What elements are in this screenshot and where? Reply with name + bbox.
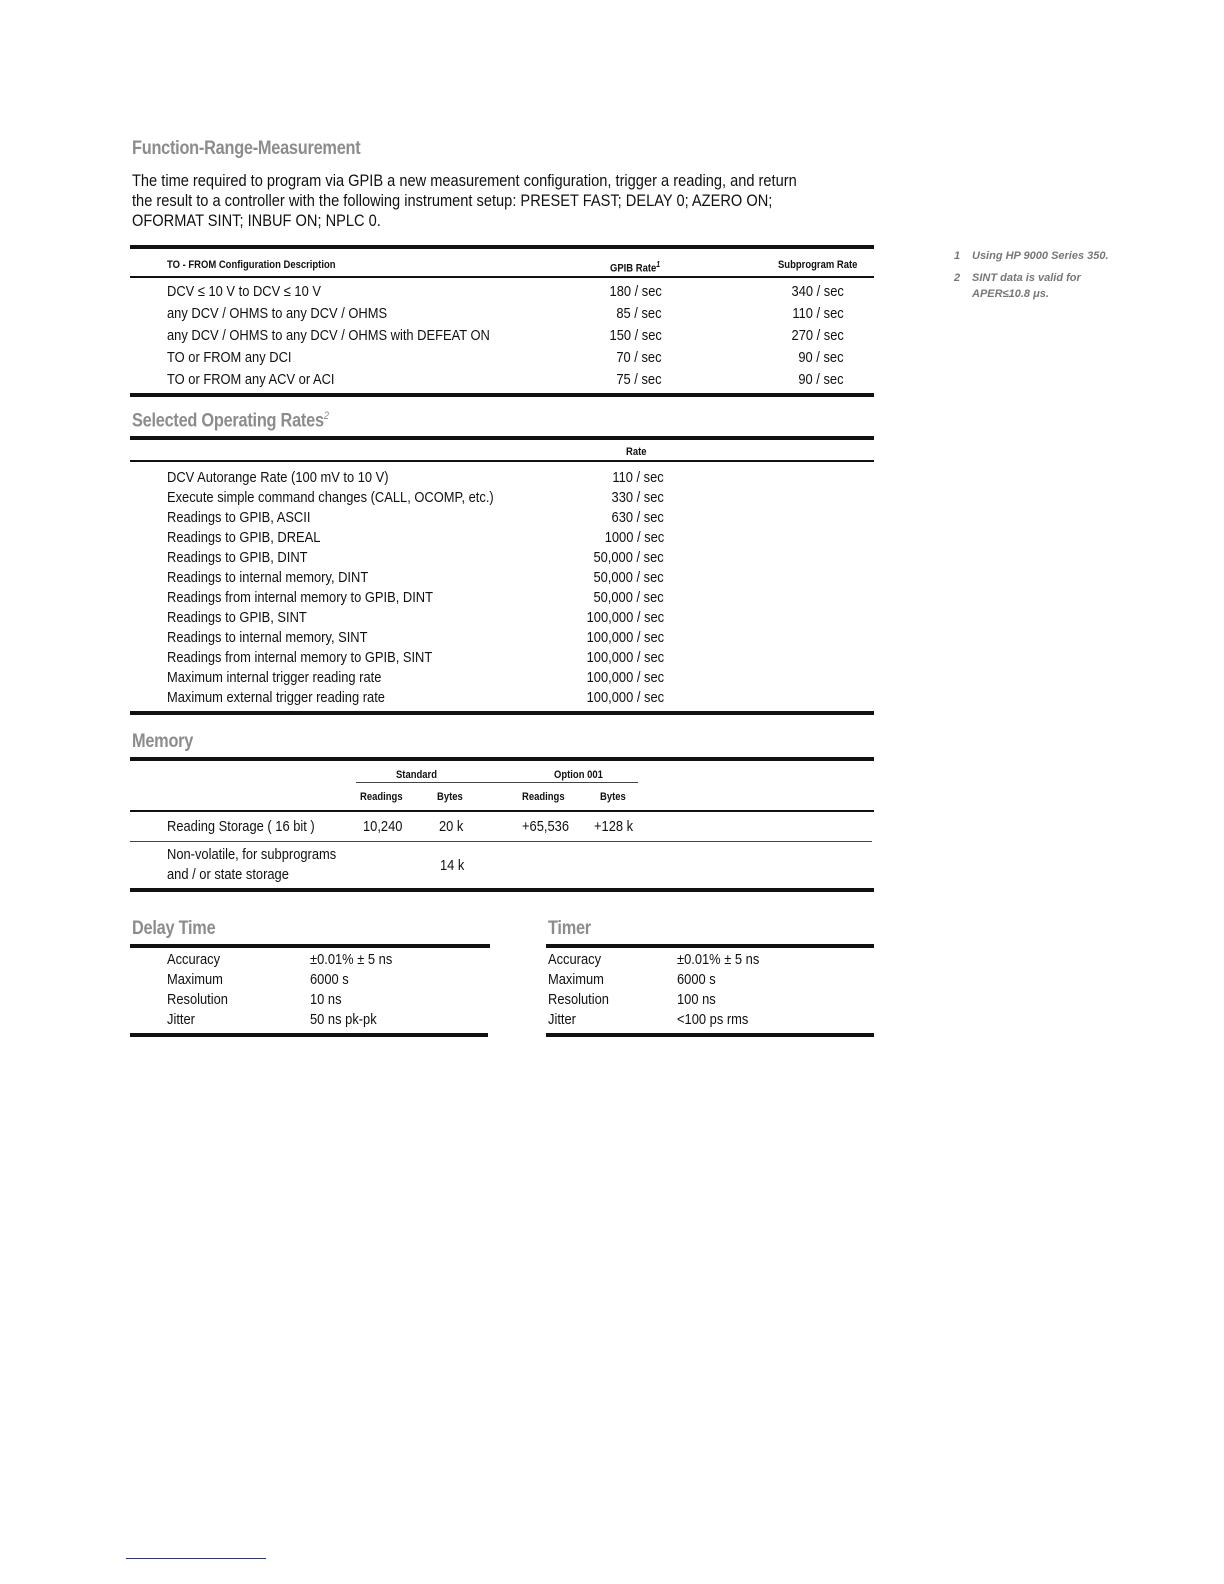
table2-header-rule	[130, 460, 874, 462]
footnote-ref-1: 1	[656, 260, 661, 269]
or-row-rate: 330 / sec	[611, 489, 664, 506]
memory-row2-desc-line-1: Non-volatile, for subprograms	[167, 846, 337, 863]
footnote-2-text-line-1: SINT data is valid for	[972, 272, 1081, 284]
fr-row-desc: DCV ≤ 10 V to DCV ≤ 10 V	[167, 283, 321, 300]
header-rate: Rate	[626, 446, 647, 458]
table1-bottom-rule	[130, 393, 874, 397]
or-row-desc: Readings to GPIB, DINT	[167, 549, 308, 566]
or-row-rate: 100,000 / sec	[586, 649, 664, 666]
footnote-2-text-line-2: APER≤10.8 μs.	[972, 288, 1049, 300]
timer-value: 6000 s	[677, 971, 716, 988]
table1-header-rule	[130, 276, 874, 278]
timer-label: Jitter	[548, 1011, 576, 1028]
intro-line-3: OFORMAT SINT; INBUF ON; NPLC 0.	[132, 211, 381, 230]
or-row-desc: Readings to GPIB, ASCII	[167, 509, 311, 526]
fr-row-sub: 340 / sec	[791, 283, 844, 300]
delay-value: ±0.01% ± 5 ns	[310, 951, 393, 968]
fr-row-sub: 270 / sec	[791, 327, 844, 344]
or-row-rate: 100,000 / sec	[586, 689, 664, 706]
timer-label: Accuracy	[548, 951, 602, 968]
delay-label: Maximum	[167, 971, 223, 988]
memory-row1-desc: Reading Storage ( 16 bit )	[167, 818, 315, 835]
or-row-desc: Readings to internal memory, SINT	[167, 629, 368, 646]
operating-rates-title-text: Selected Operating Rates	[132, 410, 324, 432]
delay-value: 6000 s	[310, 971, 349, 988]
memory-top-rule	[130, 757, 874, 761]
or-row-desc: Readings to internal memory, DINT	[167, 569, 369, 586]
memory-row2-std-bytes: 14 k	[440, 857, 465, 874]
page-footnote-separator	[126, 1558, 266, 1559]
timer-value: 100 ns	[677, 991, 716, 1008]
or-row-desc: Readings to GPIB, SINT	[167, 609, 307, 626]
intro-line-2: the result to a controller with the following instrument setup: PRESET FAST; DELAY 0; AZERO ON;	[132, 191, 773, 210]
delay-time-title: Delay Time	[132, 918, 216, 939]
memory-row1-std-bytes: 20 k	[439, 818, 464, 835]
fr-row-desc: any DCV / OHMS to any DCV / OHMS with DEFEAT ON	[167, 327, 490, 344]
memory-title: Memory	[132, 731, 194, 752]
operating-rates-title	[132, 410, 329, 432]
or-row-desc: Readings from internal memory to GPIB, DINT	[167, 589, 433, 606]
or-row-rate: 100,000 / sec	[586, 669, 664, 686]
fr-row-desc: any DCV / OHMS to any DCV / OHMS	[167, 305, 388, 322]
or-row-rate: 100,000 / sec	[586, 609, 664, 626]
table1-top-rule	[130, 245, 874, 249]
delay-label: Accuracy	[167, 951, 221, 968]
or-row-desc: Readings to GPIB, DREAL	[167, 529, 321, 546]
memory-header-rule	[130, 810, 874, 812]
table2-bottom-rule	[130, 711, 874, 715]
or-row-desc: Readings from internal memory to GPIB, SINT	[167, 649, 433, 666]
header-gpib-rate-label: GPIB Rate	[610, 262, 657, 275]
delay-time-top-rule	[130, 944, 490, 948]
fr-row-gpib: 75 / sec	[616, 371, 662, 388]
memory-row1-std-readings: 10,240	[363, 818, 403, 835]
fr-row-gpib: 150 / sec	[609, 327, 662, 344]
timer-value: <100 ps rms	[677, 1011, 749, 1028]
delay-value: 10 ns	[310, 991, 342, 1008]
or-row-desc: Execute simple command changes (CALL, OCOMP, etc.)	[167, 489, 494, 506]
header-gpib-rate	[610, 258, 660, 276]
memory-group-standard: Standard	[396, 769, 438, 781]
or-row-desc: DCV Autorange Rate (100 mV to 10 V)	[167, 469, 389, 486]
or-row-desc: Maximum external trigger reading rate	[167, 689, 385, 706]
footnote-ref-2: 2	[323, 410, 329, 422]
header-subprogram-rate: Subprogram Rate	[778, 259, 858, 271]
footnote-1-number: 1	[954, 250, 961, 262]
fr-row-desc: TO or FROM any ACV or ACI	[167, 371, 335, 388]
timer-title: Timer	[548, 918, 591, 939]
memory-group-option: Option 001	[554, 769, 603, 781]
or-row-rate: 50,000 / sec	[593, 569, 664, 586]
memory-row1-opt-bytes: +128 k	[594, 818, 634, 835]
delay-value: 50 ns pk-pk	[310, 1011, 377, 1028]
memory-row-divider	[130, 841, 872, 842]
timer-label: Maximum	[548, 971, 604, 988]
delay-label: Resolution	[167, 991, 228, 1008]
memory-row1-opt-readings: +65,536	[522, 818, 569, 835]
memory-row2-desc-line-2: and / or state storage	[167, 866, 289, 883]
fr-row-gpib: 85 / sec	[616, 305, 662, 322]
memory-col-std-bytes: Bytes	[437, 791, 463, 803]
intro-line-1: The time required to program via GPIB a new measurement configuration, trigger a reading, and return	[132, 171, 797, 190]
fr-row-gpib: 180 / sec	[609, 283, 662, 300]
or-row-rate: 50,000 / sec	[593, 589, 664, 606]
timer-label: Resolution	[548, 991, 609, 1008]
memory-bottom-rule	[130, 888, 874, 892]
or-row-desc: Maximum internal trigger reading rate	[167, 669, 382, 686]
function-range-title: Function-Range-Measurement	[132, 138, 361, 159]
header-description: TO - FROM Configuration Description	[167, 259, 336, 271]
delay-label: Jitter	[167, 1011, 195, 1028]
timer-bottom-rule	[546, 1033, 874, 1037]
or-row-rate: 110 / sec	[612, 469, 664, 486]
fr-row-desc: TO or FROM any DCI	[167, 349, 292, 366]
timer-value: ±0.01% ± 5 ns	[677, 951, 760, 968]
function-range-intro	[132, 171, 803, 231]
or-row-rate: 50,000 / sec	[593, 549, 664, 566]
delay-time-bottom-rule	[130, 1033, 488, 1037]
memory-col-opt-readings: Readings	[522, 791, 565, 803]
or-row-rate: 1000 / sec	[604, 529, 664, 546]
footnote-2-number: 2	[954, 272, 961, 284]
timer-top-rule	[546, 944, 874, 948]
fr-row-sub: 90 / sec	[798, 371, 844, 388]
table2-top-rule	[130, 436, 874, 440]
fr-row-sub: 110 / sec	[792, 305, 844, 322]
or-row-rate: 630 / sec	[611, 509, 664, 526]
memory-col-std-readings: Readings	[360, 791, 403, 803]
or-row-rate: 100,000 / sec	[586, 629, 664, 646]
memory-group-rule	[356, 782, 638, 783]
fr-row-gpib: 70 / sec	[616, 349, 662, 366]
fr-row-sub: 90 / sec	[798, 349, 844, 366]
footnote-1-text: Using HP 9000 Series 350.	[972, 250, 1109, 262]
memory-col-opt-bytes: Bytes	[600, 791, 626, 803]
